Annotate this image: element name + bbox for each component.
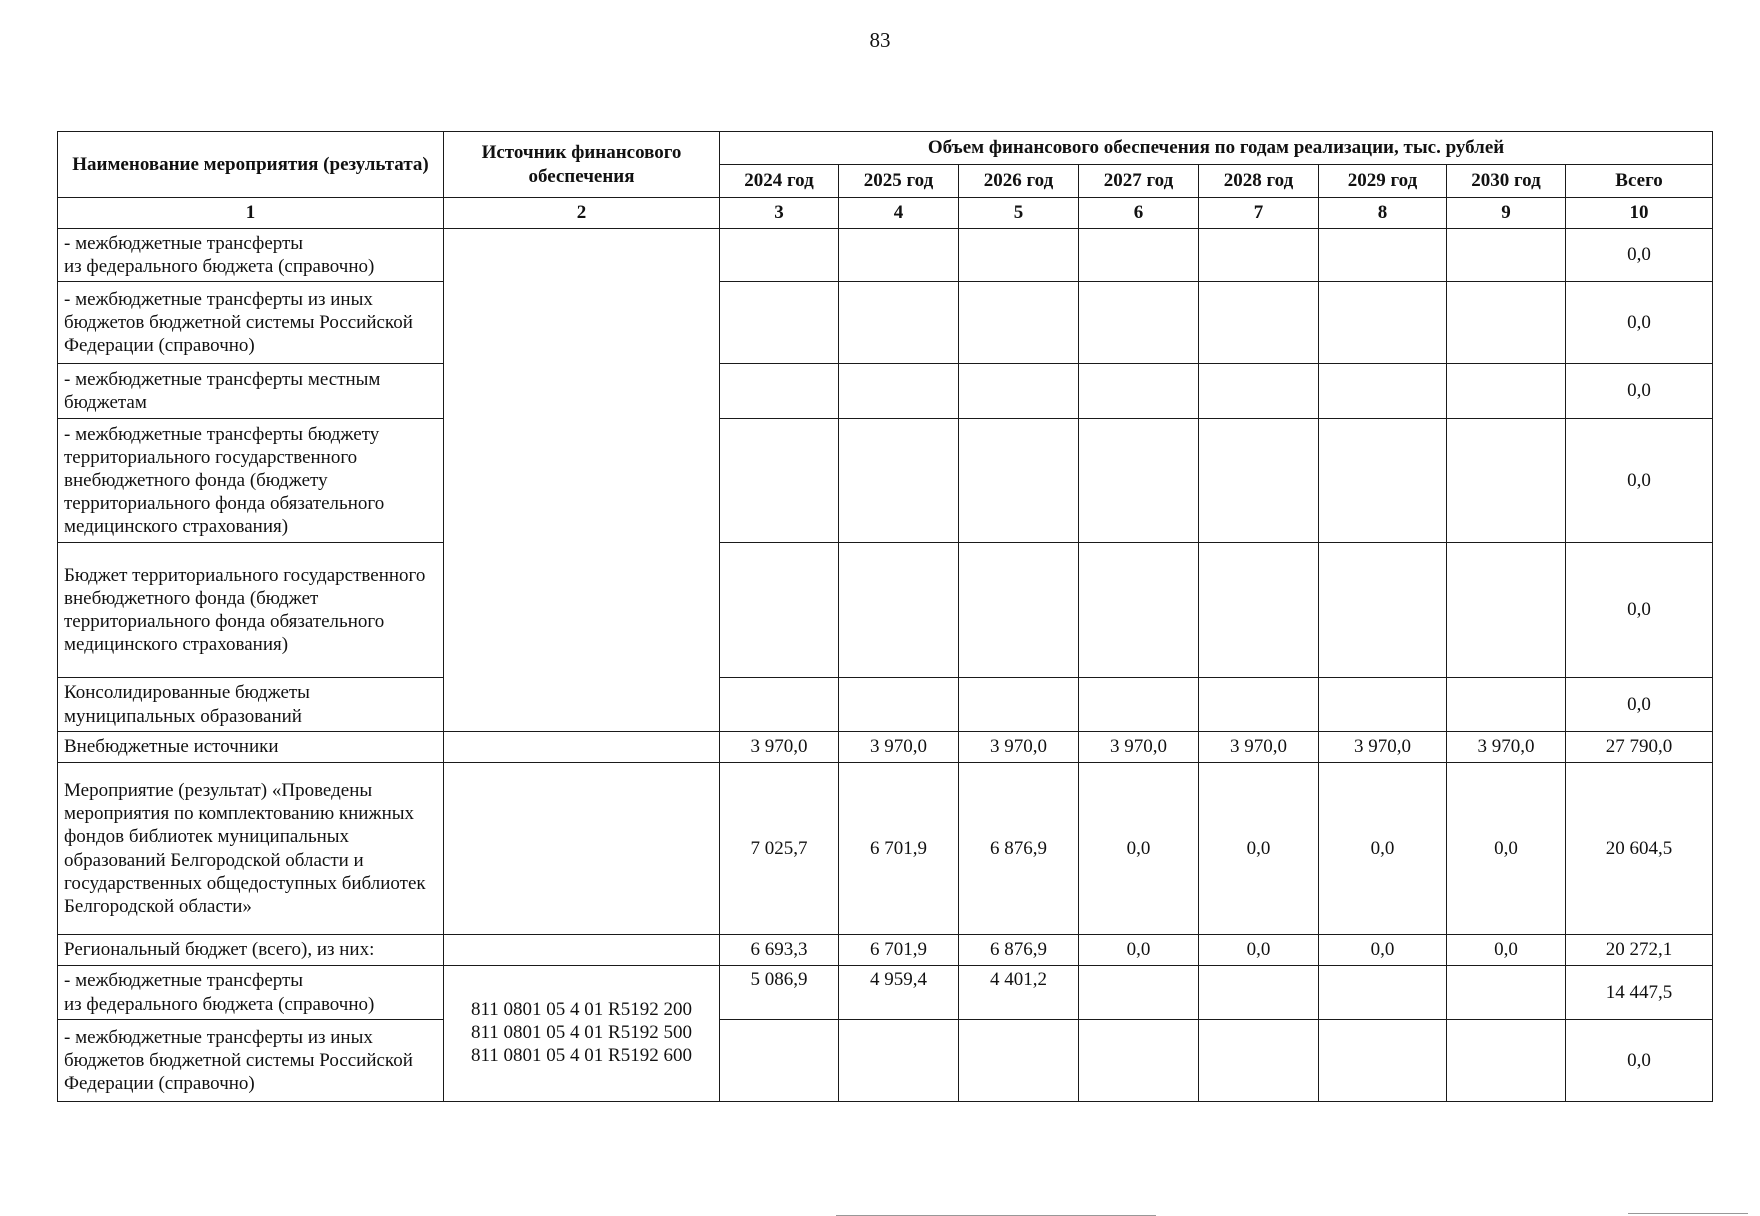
- year-value: [1199, 543, 1319, 678]
- year-value: [1079, 364, 1199, 419]
- budget-code: 811 0801 05 4 01 R5192 600: [471, 1044, 692, 1066]
- column-number: 2: [444, 198, 720, 229]
- year-value: [1199, 966, 1319, 1020]
- row-name: - межбюджетные трансферты из иных бюджетов бюджетной системы Российской Федерации (справочно): [58, 1020, 444, 1102]
- year-value: 0,0: [1079, 935, 1199, 966]
- year-value: 0,0: [1447, 935, 1566, 966]
- year-value: [1079, 678, 1199, 732]
- year-value: [1447, 1020, 1566, 1102]
- year-value: [1319, 364, 1447, 419]
- row-total: 20 272,1: [1566, 935, 1713, 966]
- year-value: 0,0: [1079, 763, 1199, 935]
- year-value: [959, 282, 1079, 364]
- row-name: - межбюджетные трансферты из иных бюджетов бюджетной системы Российской Федерации (справочно): [58, 282, 444, 364]
- source-cell: [444, 732, 720, 763]
- row-name: - межбюджетные трансферты из федерального бюджета (справочно): [58, 966, 444, 1020]
- budget-code: 811 0801 05 4 01 R5192 200: [471, 999, 692, 1021]
- year-value: [1319, 229, 1447, 282]
- row-name: - межбюджетные трансферты бюджету территориального государственного внебюджетного фонда (бюджету территориального фонда обязательного медицинского страхования): [58, 419, 444, 543]
- header-volume: Объем финансового обеспечения по годам реализации, тыс. рублей: [720, 132, 1713, 165]
- year-value: [839, 543, 959, 678]
- table-row: [58, 419, 1713, 543]
- year-value: [1079, 419, 1199, 543]
- year-value: [1319, 678, 1447, 732]
- year-value: 5 086,9: [720, 966, 839, 1020]
- year-value: [1199, 282, 1319, 364]
- year-value: [959, 678, 1079, 732]
- year-value: [839, 229, 959, 282]
- row-total: 0,0: [1566, 678, 1713, 732]
- column-number: 5: [959, 198, 1079, 229]
- year-value: 7 025,7: [720, 763, 839, 935]
- table-row: [58, 763, 1713, 935]
- header-year: 2027 год: [1079, 165, 1199, 198]
- table-row: [58, 543, 1713, 678]
- year-value: [1447, 419, 1566, 543]
- year-value: [1199, 419, 1319, 543]
- year-value: [1447, 282, 1566, 364]
- year-value: [720, 364, 839, 419]
- row-total: 20 604,5: [1566, 763, 1713, 935]
- year-value: 6 693,3: [720, 935, 839, 966]
- row-name: Бюджет территориального государственного внебюджетного фонда (бюджет территориального фонда обязательного медицинского страхования): [58, 543, 444, 678]
- source-cell: [444, 763, 720, 935]
- year-value: [1079, 282, 1199, 364]
- row-total: 0,0: [1566, 543, 1713, 678]
- header-year: 2026 год: [959, 165, 1079, 198]
- year-value: [1319, 1020, 1447, 1102]
- year-value: [1447, 229, 1566, 282]
- year-value: 3 970,0: [839, 732, 959, 763]
- budget-code: 811 0801 05 4 01 R5192 500: [471, 1022, 692, 1044]
- year-value: [959, 229, 1079, 282]
- year-value: [959, 1020, 1079, 1102]
- column-number: 3: [720, 198, 839, 229]
- row-name: Внебюджетные источники: [58, 732, 444, 763]
- year-value: 0,0: [1319, 763, 1447, 935]
- year-value: [1447, 364, 1566, 419]
- scan-line: [1628, 1213, 1748, 1214]
- row-total: 0,0: [1566, 282, 1713, 364]
- year-value: [1079, 229, 1199, 282]
- year-value: [1319, 543, 1447, 678]
- year-value: [1447, 543, 1566, 678]
- year-value: [1079, 543, 1199, 678]
- year-value: 6 876,9: [959, 763, 1079, 935]
- year-value: 3 970,0: [959, 732, 1079, 763]
- table-row: [58, 229, 1713, 282]
- source-codes: [444, 966, 720, 1102]
- year-value: 0,0: [1319, 935, 1447, 966]
- year-value: 3 970,0: [1447, 732, 1566, 763]
- column-number: 6: [1079, 198, 1199, 229]
- year-value: 4 959,4: [839, 966, 959, 1020]
- table-row: [58, 364, 1713, 419]
- year-value: [720, 678, 839, 732]
- column-number: 8: [1319, 198, 1447, 229]
- header-year: 2028 год: [1199, 165, 1319, 198]
- year-value: 6 701,9: [839, 935, 959, 966]
- year-value: 6 876,9: [959, 935, 1079, 966]
- year-value: [720, 282, 839, 364]
- column-number: 4: [839, 198, 959, 229]
- year-value: [839, 1020, 959, 1102]
- year-value: [1319, 966, 1447, 1020]
- header-year: 2030 год: [1447, 165, 1566, 198]
- year-value: 3 970,0: [1079, 732, 1199, 763]
- column-number: 10: [1566, 198, 1713, 229]
- table-row: [58, 935, 1713, 966]
- year-value: [959, 419, 1079, 543]
- year-value: [839, 678, 959, 732]
- year-value: [720, 1020, 839, 1102]
- row-total: 27 790,0: [1566, 732, 1713, 763]
- year-value: 3 970,0: [1319, 732, 1447, 763]
- header-total: Всего: [1566, 165, 1713, 198]
- column-numbers-row: [58, 198, 1713, 229]
- year-value: [839, 364, 959, 419]
- year-value: 3 970,0: [720, 732, 839, 763]
- table-row: [58, 1020, 1713, 1102]
- year-value: 0,0: [1199, 763, 1319, 935]
- row-total: 14 447,5: [1566, 966, 1713, 1020]
- year-value: [1199, 364, 1319, 419]
- year-value: [1079, 1020, 1199, 1102]
- column-number: 1: [58, 198, 444, 229]
- source-cell: [444, 229, 720, 732]
- header-year: 2024 год: [720, 165, 839, 198]
- year-value: [839, 282, 959, 364]
- year-value: [959, 543, 1079, 678]
- year-value: [1199, 229, 1319, 282]
- row-total: 0,0: [1566, 419, 1713, 543]
- header-year: 2029 год: [1319, 165, 1447, 198]
- table-row: [58, 282, 1713, 364]
- table-row: [58, 966, 1713, 1020]
- table-row: [58, 732, 1713, 763]
- year-value: [1199, 1020, 1319, 1102]
- year-value: [839, 419, 959, 543]
- year-value: [720, 419, 839, 543]
- year-value: [959, 364, 1079, 419]
- row-name: - межбюджетные трансферты из федерального бюджета (справочно): [58, 229, 444, 282]
- column-number: 9: [1447, 198, 1566, 229]
- row-name: Консолидированные бюджеты муниципальных образований: [58, 678, 444, 732]
- header-year: 2025 год: [839, 165, 959, 198]
- year-value: [1447, 966, 1566, 1020]
- year-value: [1319, 282, 1447, 364]
- year-value: [1199, 678, 1319, 732]
- header-source: Источник финансового обеспечения: [444, 132, 720, 198]
- column-number: 7: [1199, 198, 1319, 229]
- year-value: 0,0: [1447, 763, 1566, 935]
- row-total: 0,0: [1566, 229, 1713, 282]
- year-value: [1319, 419, 1447, 543]
- row-name: Региональный бюджет (всего), из них:: [58, 935, 444, 966]
- year-value: [720, 229, 839, 282]
- row-name: Мероприятие (результат) «Проведены мероприятия по комплектованию книжных фондов библиотек муниципальных образований Белгородской области и государственных общедоступных библиотек Белгородской области»: [58, 763, 444, 935]
- header-name: Наименование мероприятия (результата): [58, 132, 444, 198]
- table-row: [58, 678, 1713, 732]
- row-name: - межбюджетные трансферты местным бюджетам: [58, 364, 444, 419]
- year-value: [1447, 678, 1566, 732]
- page-number: 83: [869, 28, 891, 52]
- year-value: [1079, 966, 1199, 1020]
- row-total: 0,0: [1566, 364, 1713, 419]
- row-total: 0,0: [1566, 1020, 1713, 1102]
- source-cell: [444, 935, 720, 966]
- year-value: 6 701,9: [839, 763, 959, 935]
- year-value: 0,0: [1199, 935, 1319, 966]
- year-value: 3 970,0: [1199, 732, 1319, 763]
- year-value: 4 401,2: [959, 966, 1079, 1020]
- year-value: [720, 543, 839, 678]
- financing-table: [57, 131, 1713, 1102]
